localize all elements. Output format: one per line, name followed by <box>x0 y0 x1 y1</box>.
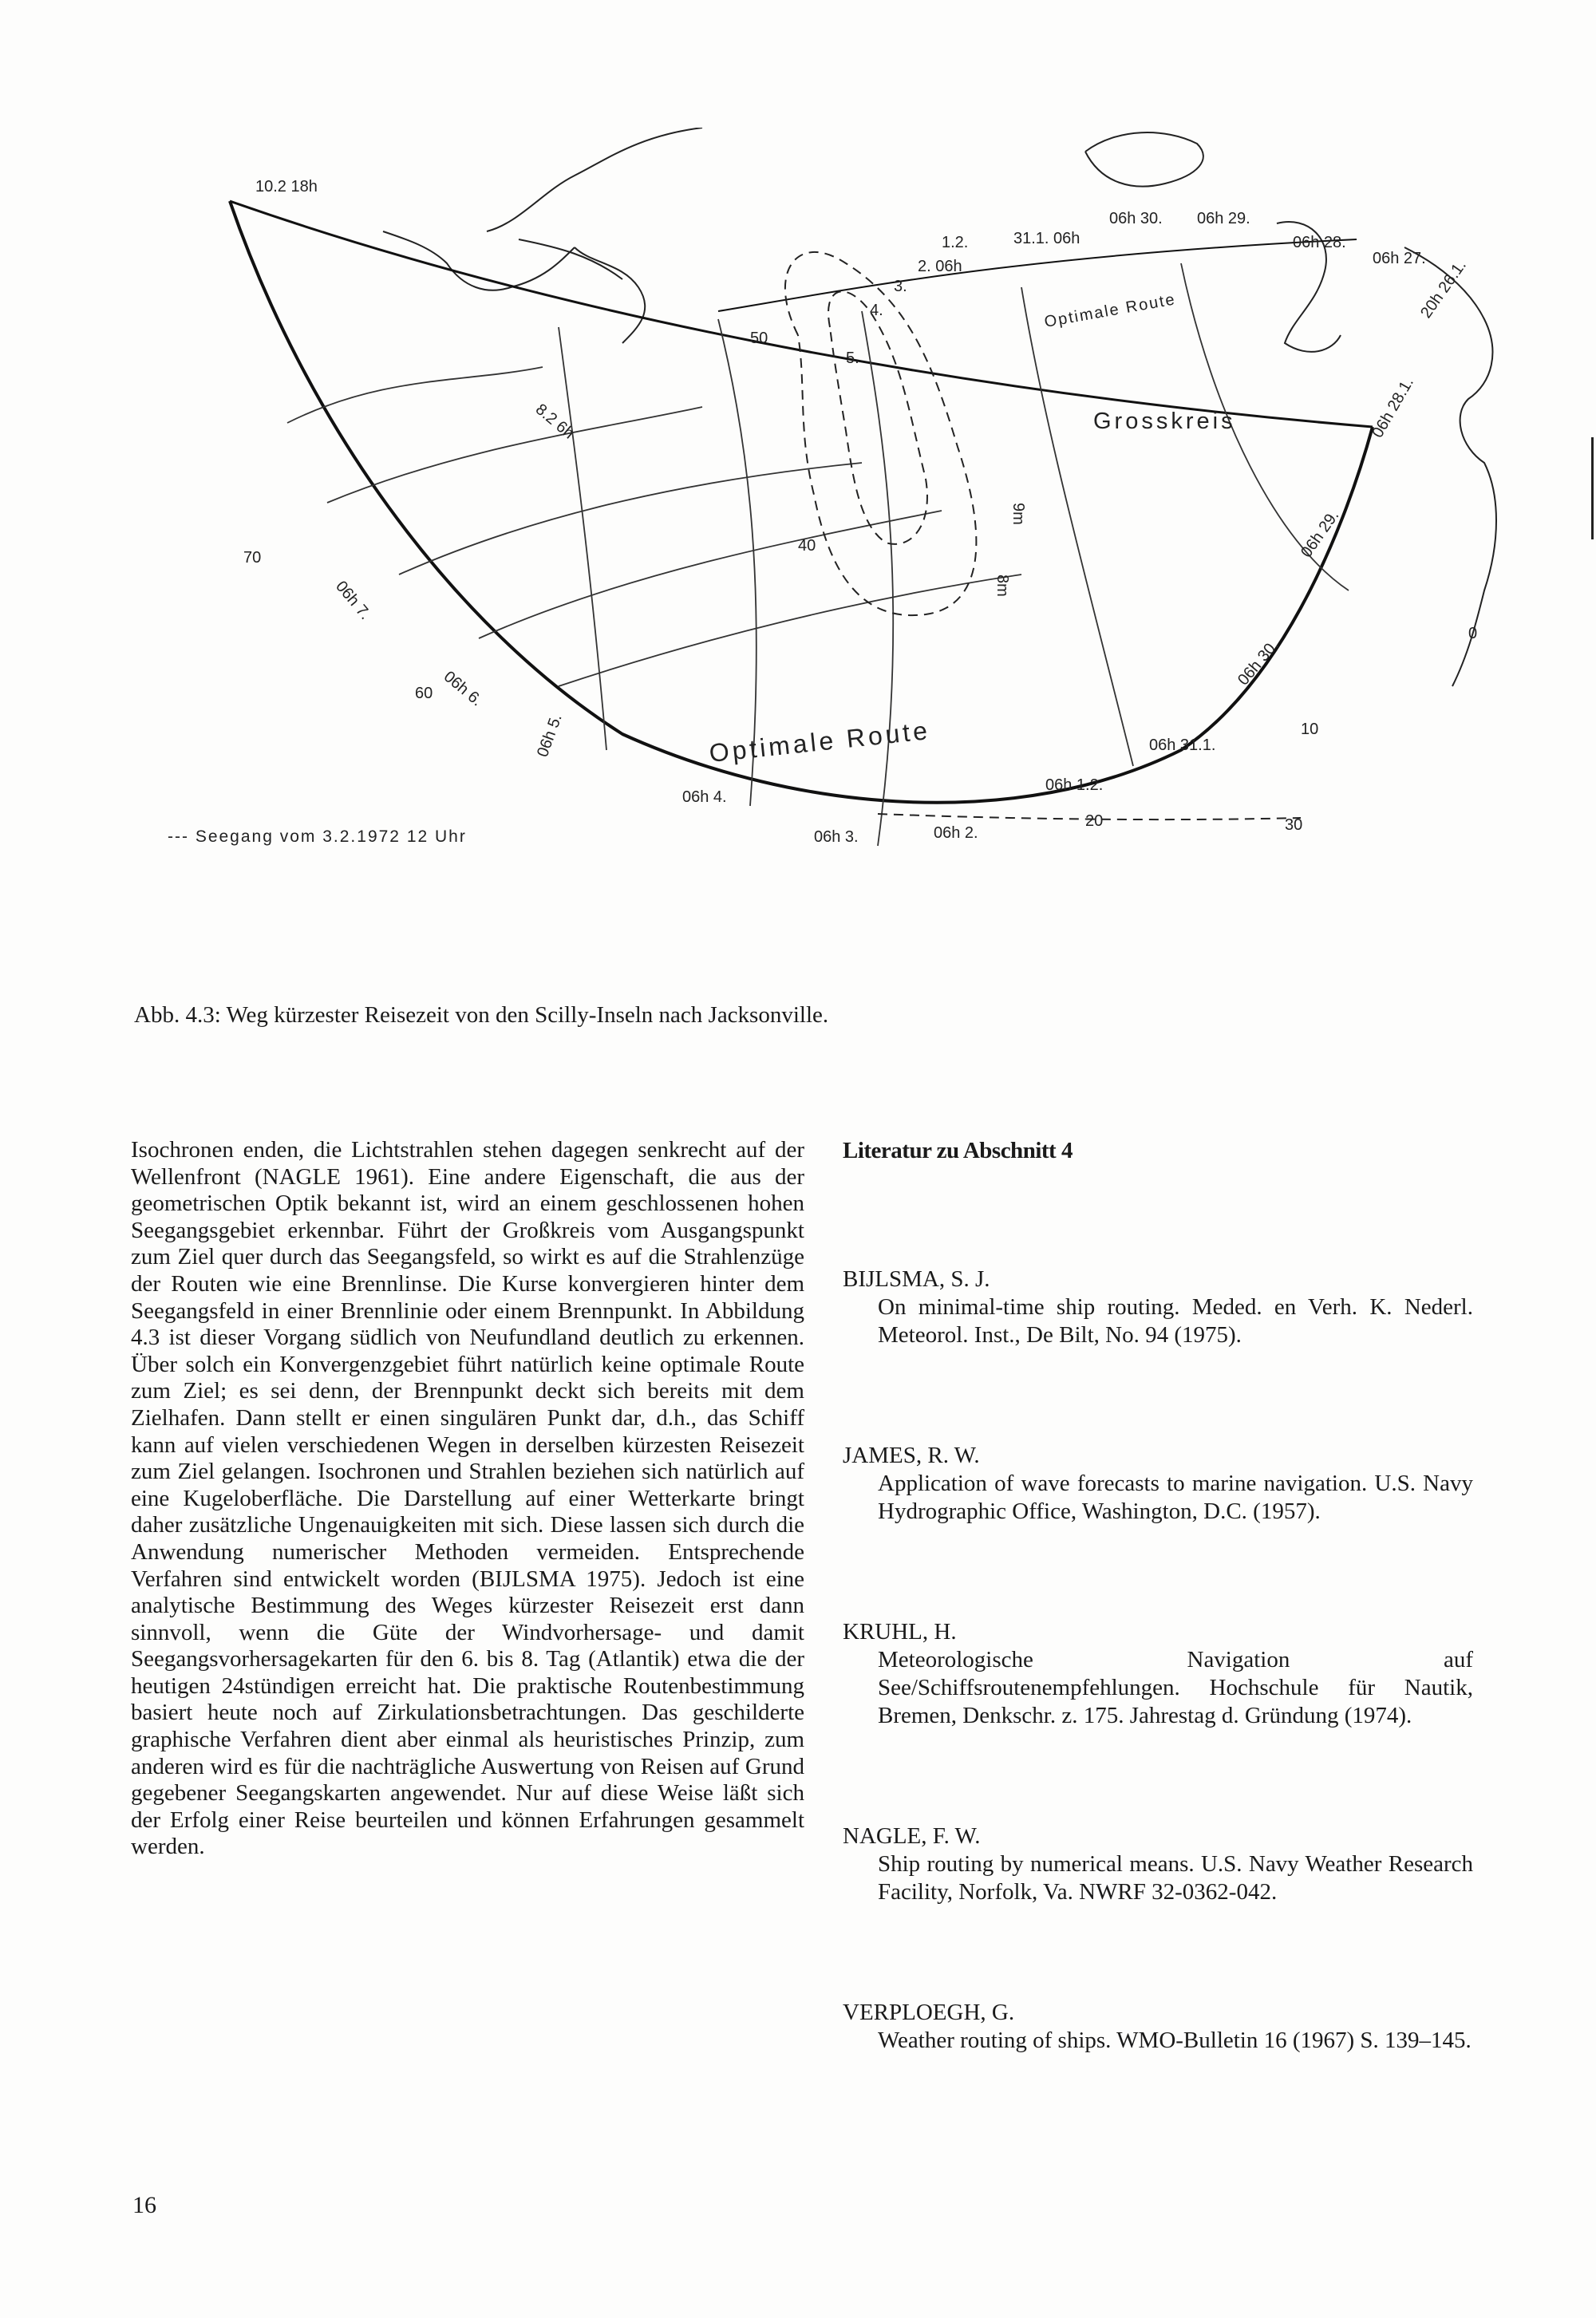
mark-28: 06h 28. <box>1293 234 1346 251</box>
reference-entry: Ship routing by numerical means. U.S. Navy Weather Research Facility, Norfolk, Va. NWRF 32-0362-042. <box>878 1851 1473 1905</box>
tick-10: 10 <box>1301 721 1319 738</box>
mark-31-1: 06h 31.1. <box>1149 736 1216 754</box>
reference-item <box>843 1442 1473 1526</box>
sea-state-contour-inner <box>828 291 927 544</box>
mark-8-2: 8.2 6h <box>531 400 578 443</box>
mark-5b: 5. <box>846 349 859 367</box>
mark-1-2b: 1.2. <box>942 234 969 251</box>
mark-29: 06h 29. <box>1197 210 1250 227</box>
reference-item <box>843 1618 1473 1730</box>
optimal-route-upper <box>718 239 1357 311</box>
reference-item <box>843 1822 1473 1906</box>
mark-4b: 4. <box>870 302 883 319</box>
route-map-figure <box>144 128 1532 926</box>
tick-30: 30 <box>1285 816 1303 834</box>
mark-10-2: 10.2 18h <box>255 178 318 195</box>
mark-1-2: 06h 1.2. <box>1045 776 1104 794</box>
reference-item <box>843 1266 1473 1349</box>
reference-entry: On minimal-time ship routing. Meded. en Verh. K. Nederl. Meteorol. Inst., De Bilt, No. 94 (1975). <box>878 1294 1473 1348</box>
mark-30-b: 06h 30. <box>1234 636 1282 689</box>
reference-entry: Meteorologische Navigation auf See/Schiffsroutenempfehlungen. Hochschule für Nautik, Bremen, Denkschr. z. 175. Jahrestag d. Gründung (1974). <box>878 1647 1473 1728</box>
reference-author: KRUHL, H. <box>843 1619 957 1645</box>
mark-26-1: 20h 26.1. <box>1417 256 1470 322</box>
figure-caption <box>134 1001 1539 1029</box>
mark-6: 06h 6. <box>440 667 486 710</box>
mark-7: 06h 7. <box>332 578 374 623</box>
mark-2b: 2. 06h <box>918 258 962 275</box>
isochrone-3 <box>399 463 862 575</box>
coastline-iceland <box>1085 132 1203 187</box>
coastline-north <box>487 128 702 279</box>
body-paragraph: Isochronen enden, die Lichtstrahlen stehen dagegen senkrecht auf der Wellenfront (NAGLE 1961). Eine andere Eigenschaft, die aus der geometrischen Optik bekannt ist, wird an einem geschlossenen hohen Seegangsgebiet erkennbar. Führt der Großkreis vom Ausgangspunkt zum Ziel quer durch das Seegangsfeld, so wirkt es auf die Strahlenzüge der Routen wie eine Brennlinse. Die Kurse konvergieren hinter dem Seegangsfeld in einer Brennlinie oder einem Brennpunkt. In Abbildung 4.3 ist dieser Vorgang südlich von Neufundland deutlich zu erkennen. Über solch ein Konvergenzgebiet führt natürlich keine optimale Route zum Ziel; es sei denn, der Brennpunkt deckt sich bereits mit dem Zielhafen. Dann stellt er einen singulären Punkt dar, d.h., das Schiff kann auf vielen verschiedenen Wegen in derselben kürzesten Reisezeit zum Ziel gelangen. Isochronen und Strahlen beziehen sich natürlich auf eine Kugeloberfläche. Die Darstellung auf einer Wetterkarte bringt daher zusätzliche Ungenauigkeiten mit sich. Diese lassen sich durch die Anwendung numerischer Methoden vermeiden. Entsprechende Verfahren sind entwickelt worden (BIJLSMA 1975). Jedoch ist eine analytische Bestimmung des Weges kürzester Reisezeit erst dann sinnvoll, wenn die Güte der Windvorhersage- und damit Seegangsvorhersagekarten für den 6. bis 8. Tag (Atlantik) etwa die der heutigen 24stündigen erreicht hat. Die praktische Routenbestimmung basiert heute noch auf Zirkulationsbetrachtungen. Das geschilderte graphische Verfahren dient aber einmal als heuristisches Prinzip, zum anderen wird es für die nachträgliche Auswertung von Reisen auf Grund gegebener Seegangskarten angewendet. Nur auf diese Weise läßt sich der Erfolg einer Reise beurteilen und können Erfahrungen gesammelt werden. <box>131 1137 804 1860</box>
reference-item <box>843 1999 1473 2055</box>
mark-4: 06h 4. <box>682 788 727 806</box>
page-edge-mark <box>1591 437 1594 539</box>
page-number: 16 <box>132 2192 156 2218</box>
mark-3b: 3. <box>894 278 907 295</box>
reference-entry: Application of wave forecasts to marine navigation. U.S. Navy Hydrographic Office, Washington, D.C. (1957). <box>878 1471 1473 1524</box>
references-column <box>843 1137 1473 2147</box>
reference-entry: Weather routing of ships. WMO-Bulletin 16 (1967) S. 139–145. <box>878 2028 1472 2053</box>
tick-50: 50 <box>750 330 768 347</box>
tick-0: 0 <box>1468 625 1478 642</box>
body-text-left-column <box>131 1137 804 1861</box>
reference-author: NAGLE, F. W. <box>843 1823 981 1849</box>
tick-20: 20 <box>1085 812 1104 830</box>
great-circle-label: Grosskreis <box>1093 409 1236 434</box>
references-heading: Literatur zu Abschnitt 4 <box>843 1138 1073 1163</box>
tick-60: 60 <box>415 685 433 702</box>
figure-caption-text: Weg kürzester Reisezeit von den Scilly-Inseln nach Jacksonville. <box>226 1002 829 1028</box>
reference-author: JAMES, R. W. <box>843 1443 980 1468</box>
reference-author: VERPLOEGH, G. <box>843 2000 1015 2025</box>
mark-9m: 9m <box>1009 503 1027 525</box>
mark-31-1b: 31.1. 06h <box>1013 230 1080 247</box>
figure-label: Abb. 4.3: <box>134 1002 221 1028</box>
ray-2 <box>718 319 757 806</box>
route-map-svg <box>144 128 1532 926</box>
ray-1 <box>559 327 606 750</box>
mark-29-b: 06h 29. <box>1298 507 1343 561</box>
reference-author: BIJLSMA, S. J. <box>843 1266 990 1292</box>
isochrone-1 <box>287 367 543 423</box>
tick-70: 70 <box>243 549 262 567</box>
isochrone-4 <box>479 511 942 638</box>
ray-4 <box>1021 287 1133 766</box>
mark-27: 06h 27. <box>1373 250 1426 267</box>
mark-5: 06h 5. <box>534 711 566 760</box>
great-circle-route <box>230 201 1373 427</box>
mark-8m: 8m <box>994 575 1011 597</box>
optimal-route-lower-label: Optimale Route <box>707 716 932 768</box>
mark-3: 06h 3. <box>814 828 859 846</box>
optimal-route-lower <box>230 201 1373 803</box>
isochrone-2 <box>327 407 702 503</box>
mark-28-1: 06h 28.1. <box>1369 374 1418 441</box>
mark-2: 06h 2. <box>934 824 978 842</box>
isochrone-5 <box>559 575 1021 686</box>
coastline-europe <box>1404 247 1496 686</box>
ray-3 <box>862 311 893 846</box>
optimal-route-upper-label: Optimale Route <box>1043 290 1178 331</box>
sea-state-legend: --- Seegang vom 3.2.1972 12 Uhr <box>168 827 467 846</box>
tick-40: 40 <box>798 537 816 555</box>
mark-30: 06h 30. <box>1109 210 1163 227</box>
